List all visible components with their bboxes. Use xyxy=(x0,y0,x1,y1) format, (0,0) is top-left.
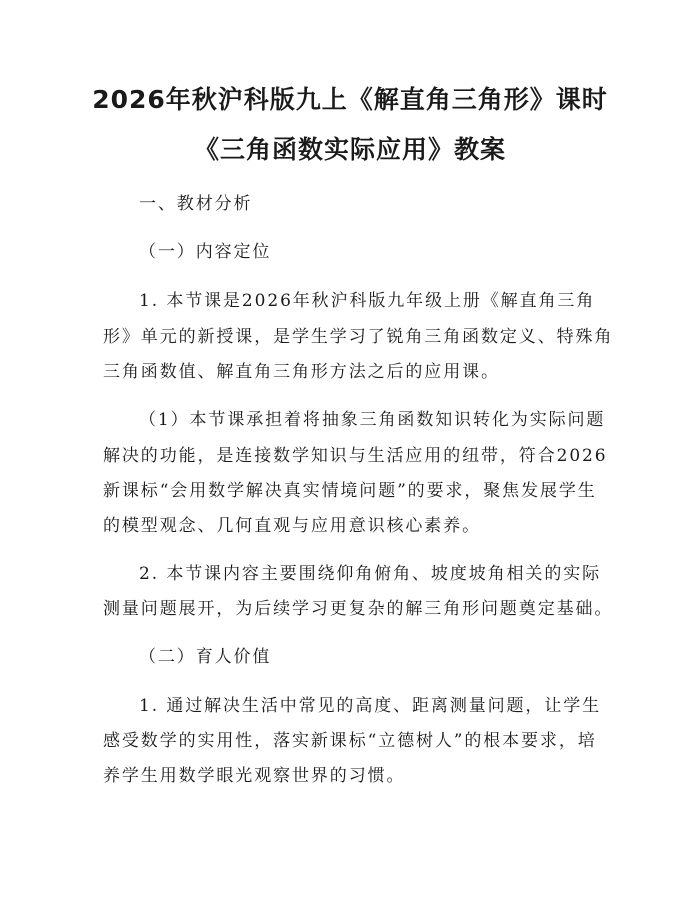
paragraph-1-line-3: 三角函数值、解直角三角形方法之后的应用课。 xyxy=(103,362,500,382)
paragraph-2-line-1: （1）本节课承担着将抽象三角函数知识转化为实际问题 xyxy=(139,410,606,430)
paragraph-2-line-2: 解决的功能，是连接数学知识与生活应用的纽带，符合2026 xyxy=(103,446,608,466)
document-title-line-1: 2026年秋沪科版九上《解直角三角形》课时 xyxy=(92,85,608,114)
paragraph-4-line-3: 养学生用数学眼光观察世界的习惯。 xyxy=(103,766,406,786)
subsection-heading-content-positioning: （一）内容定位 xyxy=(139,242,272,262)
paragraph-1-line-1: 1. 本节课是2026年秋沪科版九年级上册《解直角三角 xyxy=(139,291,596,311)
paragraph-4-line-2: 感受数学的实用性，落实新课标“立德树人”的根本要求，培 xyxy=(103,731,597,751)
document-title-line-2: 《三角函数实际应用》教案 xyxy=(193,135,506,164)
subsection-heading-educational-value: （二）育人价值 xyxy=(139,647,272,667)
paragraph-2-line-4: 的模型观念、几何直观与应用意识核心素养。 xyxy=(103,516,481,536)
paragraph-3-line-1: 2. 本节课内容主要围绕仰角俯角、坡度坡角相关的实际 xyxy=(139,564,602,584)
paragraph-4-line-1: 1. 通过解决生活中常见的高度、距离测量问题，让学生 xyxy=(139,696,602,716)
paragraph-2-line-3: 新课标“会用数学解决真实情境问题”的要求，聚焦发展学生 xyxy=(103,481,597,501)
paragraph-3-line-2: 测量问题展开，为后续学习更复杂的解三角形问题奠定基础。 xyxy=(103,599,614,619)
section-heading-teaching-material-analysis: 一、教材分析 xyxy=(139,194,253,214)
paragraph-1-line-2: 形》单元的新授课，是学生学习了锐角三角函数定义、特殊角 xyxy=(103,327,614,347)
